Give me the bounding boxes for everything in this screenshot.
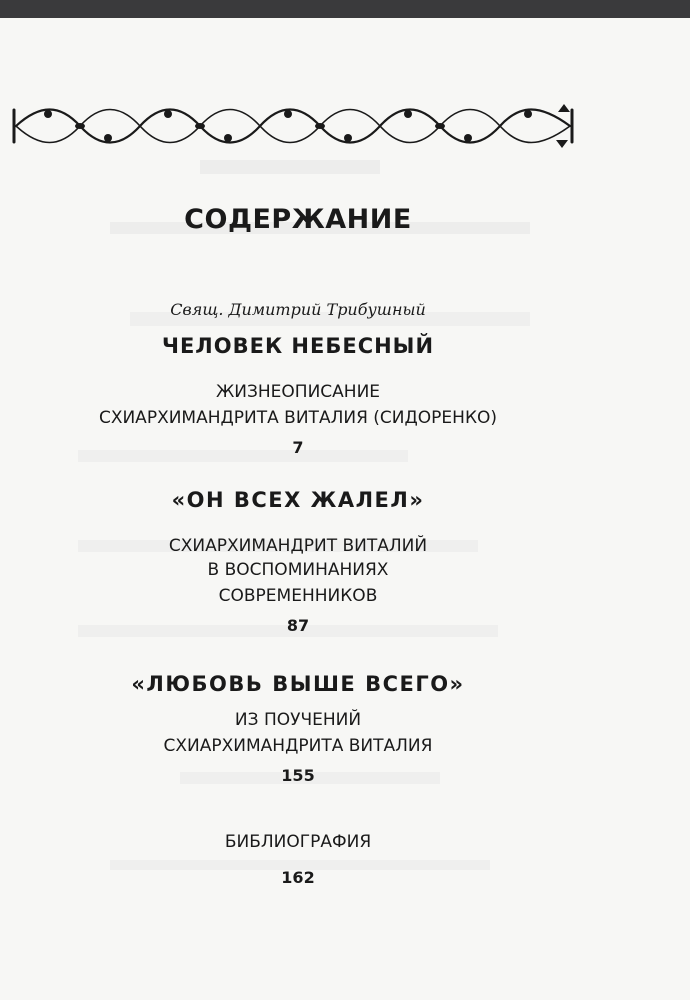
scan-edge-band	[0, 0, 690, 18]
section-subtitle-line: ИЗ ПОУЧЕНИЙ	[234, 710, 362, 730]
section-title: «ЛЮБОВЬ ВЫШЕ ВСЕГО»	[131, 672, 465, 696]
page-number: 155	[281, 766, 315, 785]
page-number: 87	[286, 616, 310, 635]
contents-heading: СОДЕРЖАНИЕ	[184, 204, 412, 235]
section-subtitle-line: СХИАРХИМАНДРИТА ВИТАЛИЯ	[163, 736, 433, 756]
section-subtitle-line: СХИАРХИМАНДРИТА ВИТАЛИЯ (СИДОРЕНКО)	[98, 408, 498, 428]
section-title: «ОН ВСЕХ ЖАЛЕЛ»	[171, 488, 425, 512]
section-title: БИБЛИОГРАФИЯ	[224, 832, 372, 852]
floral-vine-ornament	[10, 100, 576, 152]
page-number: 7	[292, 438, 304, 457]
bleed-through-text	[200, 160, 380, 174]
section-subtitle-line: В ВОСПОМИНАНИЯХ	[207, 560, 389, 580]
section-subtitle-line: СОВРЕМЕННИКОВ	[218, 586, 378, 606]
section-subtitle-line: ЖИЗНЕОПИСАНИЕ	[215, 382, 381, 402]
section-subtitle-line: СХИАРХИМАНДРИТ ВИТАЛИЙ	[168, 536, 428, 556]
page-number: 162	[281, 868, 315, 887]
section-title: ЧЕЛОВЕК НЕБЕСНЫЙ	[161, 334, 435, 358]
author-name: Свящ. Димитрий Трибушный	[170, 300, 426, 319]
